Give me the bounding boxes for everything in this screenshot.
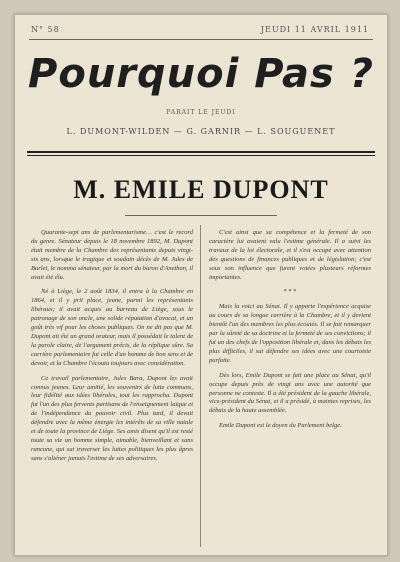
paragraph: Ce travail parlementaire, Jules Bara, Dupont les avait connus jeunes. Leur amitié, les souvenirs de lutte communs, leur fidélité aux idées libérales, tout les rapprocha. Dupont fut l'un des plus fervents partisans de l'enseignement laïque et de l'indépendance du pouvoir civil. Plus tard, il devait défendre avec la même énergie les intérêts de sa ville natale et de toute la province de Liège. Ses amis disent qu'il est resté toute sa vie un homme simple, aimable, bienveillant et sans rancune, qui sut traverser les luttes politiques les plus âpres sans s'aliéner jamais l'estime de ses adversaires. xyxy=(31,374,193,462)
paragraph: Dès lors, Emile Dupont se fait une place au Sénat, qu'il occupe depuis près de vingt ans avec une autorité que personne ne conteste. Il a été président de la gauche libérale, vice-président du Sénat, et il a présidé, à maintes reprises, les débats de la haute assemblée. xyxy=(209,371,371,415)
header-rule xyxy=(29,39,373,40)
issue-number: N° 58 xyxy=(31,25,60,34)
paragraph: Quarante-sept ans de parlementarisme… c'est le record du genre. Sénateur depuis le 18 novembre 1892, M. Dupont était membre de la Chambre des représentants depuis vingt-six ans, lorsque le tragique et soudain décès de M. Jules de Burlet, le nomma sénateur, par la mort du baron d'Anethan, il avait été élu. xyxy=(31,229,193,281)
paragraph: Emile Dupont est le doyen du Parlement belge. xyxy=(219,422,342,430)
masthead-directors: L. DUMONT-WILDEN — G. GARNIR — L. SOUGUENET xyxy=(66,127,336,136)
article-title: M. EMILE DUPONT xyxy=(73,175,329,204)
paragraph: C'est ainsi que sa compétence et la fermeté de son caractère lui avaient valu l'estime générale. Il a suivi les travaux de la loi électorale, et il s'est occupé avec attention des questions de finances publiques et de législation; c'est sous son influence que furent votées plusieurs réformes importantes. xyxy=(209,229,371,281)
section-separator: * * * xyxy=(283,288,297,296)
masthead-rule-thick xyxy=(27,151,375,153)
column-separator xyxy=(200,225,201,547)
article-column-right xyxy=(209,229,371,547)
issue-date: JEUDI 11 AVRIL 1911 xyxy=(260,25,369,34)
article-column-left xyxy=(31,229,193,547)
title-rule xyxy=(125,215,277,216)
paragraph: Né à Liège, le 2 août 1834, il entra à la Chambre en 1864, et il y prit place, jeune, parmi les représentants libéraux; il avait acquis au barreau de Liège, sous le patronage de son oncle, une solide réputation d'avocat, et un goût très vif pour les choses publiques. On ne dit pas que M. Dupont ait été un grand orateur, mais il possédait le talent de la parole claire, de l'argument précis, de la réplique sûre. Sa carrière parlementaire fut celle d'un homme de bon sens et de devoir, et la Chambre l'écouta toujours avec considération. xyxy=(31,288,193,367)
newspaper-page xyxy=(14,14,388,556)
masthead-title: Pourquoi Pas ? xyxy=(28,51,374,97)
masthead-rule-thin xyxy=(27,155,375,156)
masthead-subtitle: PARAIT LE JEUDI xyxy=(166,109,236,116)
paragraph: Mais la voici au Sénat. Il y apporte l'expérience acquise au cours de sa longue carrière à la Chambre, et il y devient bientôt l'un des membres les plus écoutés. Il se fait remarquer par la sûreté de sa doctrine et la fermeté de ses convictions; il fut un des chefs de l'opposition libérale et, dans les débats les plus difficiles, il sut défendre ses idées avec une courtoisie parfaite. xyxy=(209,303,371,364)
